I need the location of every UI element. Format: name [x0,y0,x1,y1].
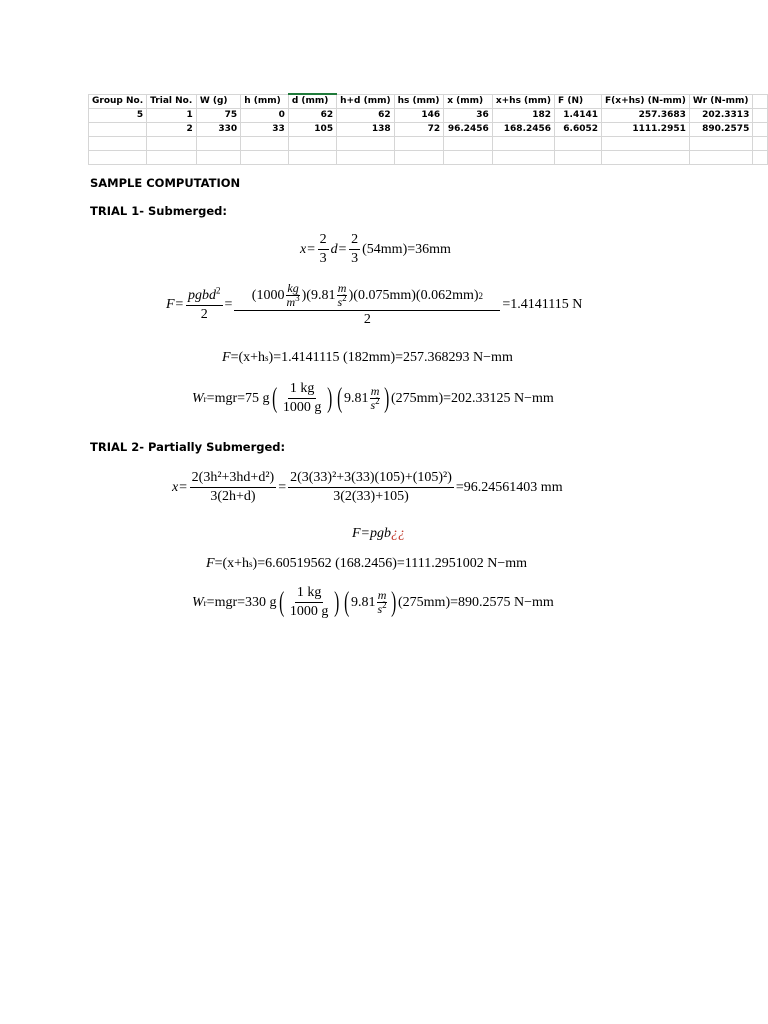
fraction [288,585,331,620]
fraction [370,385,381,412]
table-cell[interactable]: 36 [444,109,493,123]
fraction [377,589,388,616]
eq-text: =(x+h [230,350,266,365]
eq-text: 2 [342,293,347,303]
eq-text: =mgr=75 g [206,390,270,406]
table-row [89,109,768,123]
empty-cell[interactable] [241,137,289,151]
table-cell[interactable]: 33 [241,123,289,137]
table-cell[interactable]: 890.2575 [689,123,752,137]
eq-text: =mgr=330 g [206,594,277,610]
eq-text: F= [166,297,184,312]
empty-cell[interactable] [689,151,752,165]
empty-cell[interactable] [602,137,690,151]
header-d[interactable]: d (mm) [288,94,336,109]
empty-cell[interactable] [753,137,768,151]
empty-cell[interactable] [89,137,147,151]
eq-text: 2 [216,284,221,295]
table-cell[interactable] [89,123,147,137]
table-cell[interactable]: 5 [89,109,147,123]
eq-text: x= [172,479,188,495]
empty-cell[interactable] [555,137,602,151]
fraction [336,282,347,309]
trial2-weight-moment-equation: W r =mgr=330 g ( $\frac{1 kg}{1000 g}$ ) ( 9.81 $\frac{m}{s^2}$ ) (275mm)=890.2575 N−mm [192,585,554,619]
table-cell[interactable]: 72 [394,123,444,137]
eq-text: 2 [318,232,329,250]
fraction-denominator [285,293,300,309]
table-cell[interactable]: 138 [337,123,395,137]
header-h-plus-d[interactable]: h+d (mm) [337,94,395,109]
fraction [285,282,300,309]
header-f[interactable]: F (N) [555,94,602,109]
table-cell[interactable]: 62 [337,109,395,123]
header-h[interactable]: h (mm) [241,94,289,109]
table-cell[interactable]: 62 [288,109,336,123]
fraction-numerator [186,284,223,306]
table-cell[interactable]: 146 [394,109,444,123]
eq-text: pgbd [188,287,216,303]
eq-text: 1000 g [289,604,329,619]
empty-cell[interactable] [444,137,493,151]
sample-computation-heading: SAMPLE COMPUTATION [90,176,241,190]
table-cell[interactable]: 1.4141 [555,109,602,123]
empty-cell[interactable] [753,123,768,137]
trial2-moment-equation: F =(x+h s )=6.60519562 (168.2456)=1111.2951002 N−mm [206,556,528,571]
empty-cell[interactable] [492,151,554,165]
empty-cell[interactable] [337,137,395,151]
eq-text: 9.81 [351,594,376,610]
eq-text: )=6.60519562 (168.2456)=1111.2951002 N−mm [252,556,528,571]
data-table [88,93,768,165]
eq-text: )(0.075mm)(0.062mm) [348,287,479,303]
empty-row [89,151,768,165]
table-cell[interactable]: 182 [492,109,554,123]
fraction-denominator [377,600,388,616]
eq-text: 3 [351,251,359,266]
empty-cell[interactable] [337,151,395,165]
eq-text: F=pgb [352,526,391,541]
eq-text: F [206,556,215,571]
eq-text: =96.24561403 mm [455,479,563,495]
table-cell[interactable]: 168.2456 [492,123,554,137]
eq-text: 2 [363,312,371,327]
eq-text: 2 [349,232,360,250]
empty-cell[interactable] [288,137,336,151]
fraction-denominator [370,396,381,412]
eq-text: 1 kg [295,585,324,603]
empty-cell[interactable] [394,137,444,151]
eq-text: )(9.81 [301,287,336,303]
eq-text: kg [287,281,299,295]
eq-text: (275mm)=890.2575 N−mm [398,594,554,610]
fraction [318,232,329,267]
trial2-heading: TRIAL 2- Partially Submerged: [90,440,286,454]
eq-text: 1 kg [288,381,317,399]
empty-row [89,137,768,151]
fraction [281,381,324,416]
eq-text: m [370,384,380,398]
table-cell[interactable]: 6.6052 [555,123,602,137]
eq-text: W [192,390,204,406]
eq-text: 2 [382,600,387,610]
eq-text: 1000 g [282,400,322,415]
eq-text: = [224,297,233,312]
empty-cell[interactable] [196,137,240,151]
fraction [186,284,223,323]
empty-cell[interactable] [555,151,602,165]
eq-text: d= [330,241,348,257]
header-f-moment[interactable]: F(x+hs) (N-mm) [602,94,690,109]
eq-text: 2 [375,396,380,406]
header-hs[interactable]: hs (mm) [394,94,444,109]
eq-text: (275mm)=202.33125 N−mm [391,390,554,406]
eq-text: 3 [319,251,327,266]
header-w[interactable]: W (g) [196,94,240,109]
trial2-force-equation [352,526,405,542]
eq-text: 3(2h+d) [210,489,256,504]
empty-cell[interactable] [89,151,147,165]
trial1-x-equation [300,232,451,267]
trial1-heading: TRIAL 1- Submerged: [90,204,228,218]
header-wr[interactable]: Wr (N-mm) [689,94,752,109]
eq-text: m [286,295,296,309]
table-cell[interactable]: 75 [196,109,240,123]
eq-text: W [192,594,204,610]
eq-text: 9.81 [344,390,369,406]
empty-cell[interactable] [288,151,336,165]
trial1-weight-moment-equation: W r =mgr=75 g ( $\frac{1 kg}{1000 g}$ ) ( 9.81 $\frac{m}{s^2}$ ) (275mm)=202.33125 N−mm [192,381,554,415]
eq-text: m [337,281,347,295]
empty-cell[interactable] [753,151,768,165]
eq-text: (1000 [251,287,285,303]
table-cell[interactable]: 1 [147,109,197,123]
empty-cell[interactable] [753,109,768,123]
empty-cell[interactable] [492,137,554,151]
table-cell[interactable]: 2 [147,123,197,137]
eq-text: 3(2(33)+105) [333,489,409,504]
table-cell[interactable]: 202.3313 [689,109,752,123]
fraction-denominator [336,293,347,309]
eq-text: 2 [200,306,208,322]
eq-text: 3 [295,293,300,303]
fraction [234,282,500,328]
eq-text: =1.4141115 N [502,297,583,312]
fraction-numerator: (1000 $\frac{kg}{m^3}$ )(9.81 $\frac{m}{s^2}$ )(0.075mm)(0.062mm) 2 [234,282,500,311]
eq-text: s [337,295,343,309]
header-group-no[interactable]: Group No. [89,94,147,109]
table-cell[interactable]: 257.3683 [602,109,690,123]
header-trial-no[interactable]: Trial No. [147,94,197,109]
table-header-row [89,94,768,109]
eq-text: = [278,479,287,495]
fraction [288,470,454,505]
eq-text: (54mm)=36mm [362,241,451,257]
header-x-plus-hs[interactable]: x+hs (mm) [492,94,554,109]
empty-cell[interactable] [689,137,752,151]
empty-cell[interactable] [444,151,493,165]
eq-text: s [377,602,383,616]
eq-text: s [370,398,376,412]
empty-cell[interactable] [147,151,197,165]
eq-text: 2(3(33)²+3(33)(105)+(105)²) [288,470,454,488]
fraction [190,470,277,505]
empty-cell[interactable] [147,137,197,151]
empty-cell[interactable] [196,151,240,165]
empty-cell[interactable] [753,94,768,109]
table-cell[interactable]: 1111.2951 [602,123,690,137]
empty-cell[interactable] [241,151,289,165]
fraction [349,232,360,267]
trial1-force-equation [166,282,582,328]
eq-text: m [377,588,387,602]
table-row [89,123,768,137]
header-x[interactable]: x (mm) [444,94,493,109]
formula-error-text: ¿¿ [391,526,405,541]
eq-text: x= [300,241,316,257]
empty-cell[interactable] [602,151,690,165]
table-cell[interactable]: 96.2456 [444,123,493,137]
empty-cell[interactable] [394,151,444,165]
trial2-x-equation [172,470,563,505]
table-cell[interactable]: 105 [288,123,336,137]
eq-text: =(x+h [214,556,250,571]
eq-text: 2(3h²+3hd+d²) [190,470,277,488]
table-cell[interactable]: 330 [196,123,240,137]
eq-text: F [222,350,231,365]
trial1-moment-equation: F =(x+h s )=1.4141115 (182mm)=257.368293 N−mm [222,350,513,365]
eq-text: )=1.4141115 (182mm)=257.368293 N−mm [268,350,513,365]
table-cell[interactable]: 0 [241,109,289,123]
